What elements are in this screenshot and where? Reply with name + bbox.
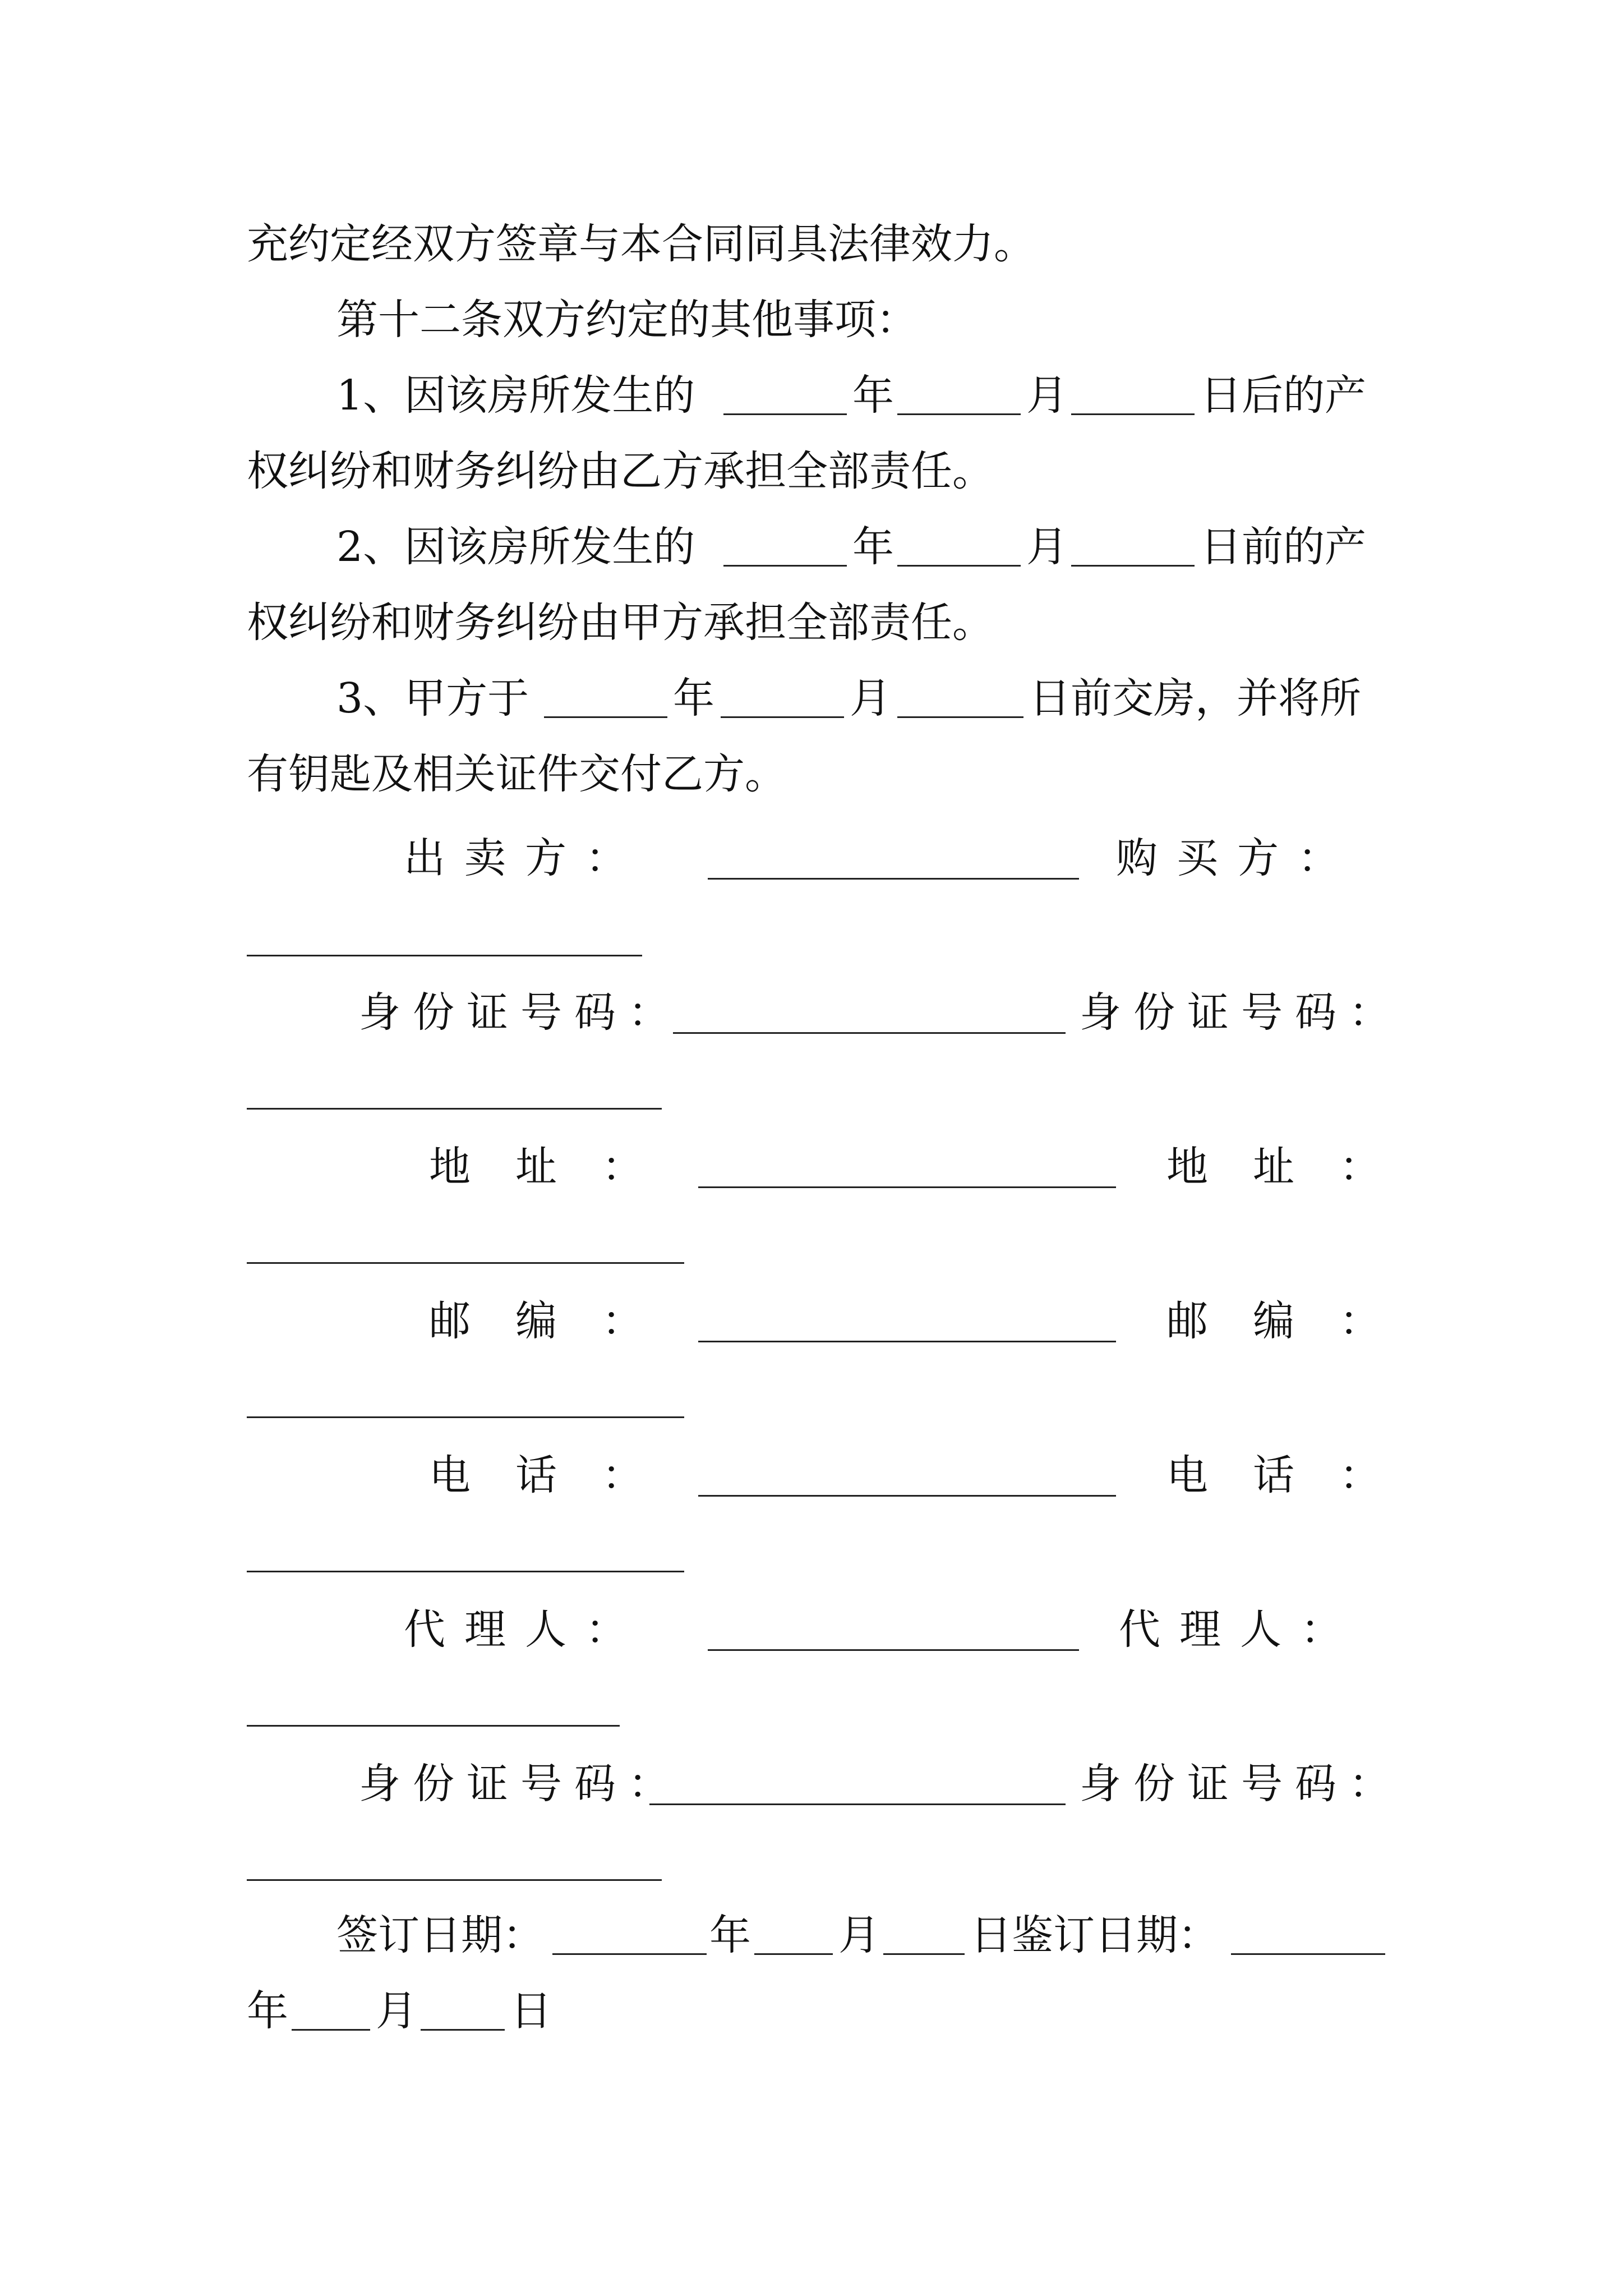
buyer-address-field[interactable] xyxy=(247,1262,684,1264)
item-3-month: 月 xyxy=(850,674,891,723)
cert-year-label: 年 xyxy=(247,1987,288,2035)
buyer-postcode-label: 邮编： xyxy=(1166,1297,1426,1345)
seller-agent-id-field[interactable] xyxy=(649,1803,1066,1805)
seller-agent-id-label: 身份证号码： xyxy=(359,1760,682,1808)
buyer-agent-id-field[interactable] xyxy=(247,1879,662,1881)
item-2-line-2 xyxy=(0,595,1623,651)
cert-day-blank[interactable] xyxy=(421,2029,505,2031)
paragraph-text: 充约定经双方签章与本合同同具法律效力。 xyxy=(247,220,1035,268)
sign-month-label: 月 xyxy=(838,1911,880,1959)
seller-postcode-label: 邮编： xyxy=(429,1297,688,1345)
day-blank[interactable] xyxy=(1071,413,1195,415)
seller-address-label: 地址： xyxy=(429,1143,688,1191)
item-3-year: 年 xyxy=(673,674,714,723)
item-3-line-1 xyxy=(0,670,1623,726)
item-1-line-1 xyxy=(0,367,1623,424)
cert-month-label: 月 xyxy=(376,1987,417,2035)
cert-month-blank[interactable] xyxy=(292,2029,370,2031)
seller-agent-label: 代理人： xyxy=(404,1605,646,1654)
item-2-text-d: 日前的产 xyxy=(1200,523,1366,571)
sign-day-blank[interactable] xyxy=(883,1953,965,1955)
item-1-line-2 xyxy=(0,443,1623,499)
seller-id-label: 身份证号码： xyxy=(359,988,682,1037)
seller-phone-label: 电话： xyxy=(429,1451,688,1499)
item-2-text-e: 权纠纷和财务纠纷由甲方承担全部责任。 xyxy=(247,599,994,647)
year-blank[interactable] xyxy=(544,716,667,718)
cert-day-label: 日 xyxy=(510,1987,552,2035)
month-blank[interactable] xyxy=(721,716,844,718)
sign-year-blank[interactable] xyxy=(552,1953,707,1955)
year-blank[interactable] xyxy=(723,413,847,415)
buyer-agent-id-label: 身份证号码： xyxy=(1080,1760,1403,1808)
seller-postcode-field[interactable] xyxy=(698,1341,1116,1342)
buyer-id-label: 身份证号码： xyxy=(1080,988,1403,1037)
seller-label: 出卖方： xyxy=(404,834,646,882)
month-blank[interactable] xyxy=(897,565,1021,567)
month-blank[interactable] xyxy=(897,413,1021,415)
seller-address-field[interactable] xyxy=(698,1186,1116,1188)
item-1-month: 月 xyxy=(1026,371,1068,420)
buyer-label: 购买方： xyxy=(1116,834,1358,882)
cert-date-line xyxy=(0,1983,1623,2039)
sign-date-label: 签订日期： xyxy=(336,1911,544,1959)
year-blank[interactable] xyxy=(723,565,847,567)
item-2-line-1 xyxy=(0,519,1623,575)
article-12-title: 第十二条双方约定的其他事项： xyxy=(336,296,917,344)
item-1-text-a: 1、因该房所发生的 xyxy=(336,371,695,420)
seller-agent-field[interactable] xyxy=(708,1649,1079,1651)
day-blank[interactable] xyxy=(1071,565,1195,567)
item-3-line-2 xyxy=(0,746,1623,802)
item-1-year: 年 xyxy=(852,371,894,420)
buyer-field[interactable] xyxy=(247,955,642,956)
item-3-text-a: 3、甲方于 xyxy=(336,674,529,723)
seller-id-field[interactable] xyxy=(673,1032,1066,1034)
buyer-agent-field[interactable] xyxy=(247,1725,620,1727)
paragraph-continuation xyxy=(0,216,1623,272)
article-heading xyxy=(0,292,1623,348)
seller-phone-field[interactable] xyxy=(698,1495,1116,1497)
buyer-id-field[interactable] xyxy=(247,1108,662,1110)
item-2-text-a: 2、因该房所发生的 xyxy=(336,523,695,571)
buyer-postcode-field[interactable] xyxy=(247,1416,684,1418)
cert-year-blank[interactable] xyxy=(1231,1953,1385,1955)
buyer-phone-field[interactable] xyxy=(247,1571,684,1572)
item-3-text-d: 日前交房，并将所 xyxy=(1029,674,1361,723)
item-1-text-d: 日后的产 xyxy=(1200,371,1366,420)
buyer-phone-label: 电话： xyxy=(1166,1451,1426,1499)
item-1-text-e: 权纠纷和财务纠纷由乙方承担全部责任。 xyxy=(247,447,994,495)
sign-year-label: 年 xyxy=(709,1911,751,1959)
seller-field[interactable] xyxy=(708,878,1079,880)
item-2-month: 月 xyxy=(1026,523,1068,571)
buyer-address-label: 地址： xyxy=(1166,1143,1426,1191)
item-3-text-e: 有钥匙及相关证件交付乙方。 xyxy=(247,750,786,798)
sign-month-blank[interactable] xyxy=(754,1953,833,1955)
day-blank[interactable] xyxy=(897,716,1023,718)
certification-date-label: 日鉴订日期： xyxy=(970,1911,1219,1959)
sign-date-line xyxy=(0,1907,1623,1963)
item-2-year: 年 xyxy=(852,523,894,571)
buyer-agent-label: 代理人： xyxy=(1119,1605,1361,1654)
